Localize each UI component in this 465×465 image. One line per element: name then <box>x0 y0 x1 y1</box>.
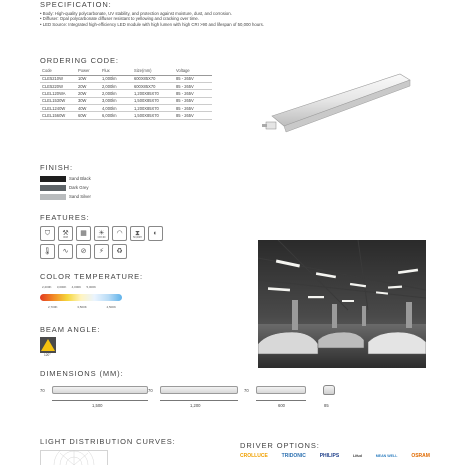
dimension-line <box>160 400 238 401</box>
table-cell: 1,500X85X70 <box>132 112 174 119</box>
driver-brand-row <box>240 453 430 459</box>
led-chip-icon <box>76 226 91 241</box>
color-temperature-scale <box>40 285 124 309</box>
feature-glyph: ⊘ <box>80 248 87 255</box>
swatch-dark-grey <box>40 185 66 191</box>
table-cell: 1,200X85X70 <box>132 105 174 112</box>
table-cell: 85 - 265V <box>174 90 212 97</box>
feature-glyph: ⚡ <box>99 248 104 255</box>
temperature-icon <box>40 244 55 259</box>
feature-glyph: ◠ <box>116 230 123 237</box>
length-label: 1,500 <box>92 403 103 408</box>
spec-body: • Body: High-quality polycarbonate, UV stability, and protection against moisture, dust, and corrosion. <box>40 11 232 16</box>
surge-icon <box>94 244 109 259</box>
specification-heading: SPECIFICATION: <box>40 0 112 9</box>
feature-caption: IK08 <box>63 237 68 239</box>
spec-led-source: • LED Source: Integrated high-efficiency LED module with high lumen with high CRI >90 and lifespan of 50,000 hours. <box>40 21 264 27</box>
ordering-heading: ORDERING CODE: <box>40 56 119 65</box>
feature-glyph: 🌡 <box>43 248 52 255</box>
fixture-side-1500 <box>52 386 148 394</box>
driver-brand-logo: Lifud <box>353 454 362 458</box>
finish-heading: FINISH: <box>40 163 73 172</box>
dimension-view-1500 <box>40 386 150 414</box>
color-temperature-heading: COLOR TEMPERATURE: <box>40 272 144 281</box>
driver-brand-logo: MEAN WELL <box>375 454 398 458</box>
table-cell: 85 - 265V <box>174 105 212 112</box>
col-flux: Flux <box>100 67 132 75</box>
eco-icon <box>112 244 127 259</box>
feature-glyph: ⛉ <box>44 230 51 237</box>
cct-gradient-bar <box>40 294 122 301</box>
table-row <box>40 82 212 89</box>
cct-tick-2200: 2,200K <box>42 285 52 289</box>
table-cell: 30W <box>76 97 100 104</box>
table-cell: CLEL120WA <box>40 90 76 97</box>
table-cell: 1,000lm <box>100 75 132 82</box>
table-cell: CLE5210W <box>40 75 76 82</box>
feature-glyph: ♻ <box>116 248 123 255</box>
table-cell: 10W <box>76 75 100 82</box>
feature-caption: 50,000H <box>133 237 142 239</box>
fixture-side-600 <box>256 386 306 394</box>
feature-glyph: ⧗ <box>135 230 140 237</box>
features-heading: FEATURES: <box>40 213 90 222</box>
dimension-line <box>52 400 148 401</box>
cct-top-ticks <box>40 285 98 289</box>
table-cell: 600X85X70 <box>132 75 174 82</box>
length-label: 1,200 <box>190 403 201 408</box>
table-cell: 600X85X70 <box>132 82 174 89</box>
driver-brand-logo: CROLLUCE <box>240 453 268 459</box>
col-size: Size(mm) <box>132 67 174 75</box>
finish-label: Sand Black <box>69 176 91 181</box>
table-cell: 40W <box>76 105 100 112</box>
table-row <box>40 97 212 104</box>
feature-glyph: ⚒ <box>62 230 69 237</box>
table-cell: 20W <box>76 82 100 89</box>
feature-glyph: ☀ <box>98 230 105 237</box>
table-cell: 1,200X85X70 <box>132 90 174 97</box>
cct-tick-5000: 5,000K <box>86 285 96 289</box>
cri-icon <box>94 226 109 241</box>
table-row <box>40 105 212 112</box>
feature-caption: CRI>90 <box>97 237 106 239</box>
end-view <box>322 385 336 413</box>
cct-tick-4500: 4,500K <box>106 305 116 309</box>
ordering-table <box>40 67 212 120</box>
driver-brand-logo: OSRAM <box>411 453 430 459</box>
finish-sand-black <box>40 174 91 183</box>
col-power: Power <box>76 67 100 75</box>
table-cell: 20W <box>76 90 100 97</box>
finish-label: Dark Grey <box>69 185 89 190</box>
cct-tick-2700: 2,700K <box>48 305 58 309</box>
finish-dark-grey <box>40 183 91 192</box>
ik-rating-icon <box>58 226 73 241</box>
dimension-view-600 <box>244 386 310 414</box>
finish-list <box>40 174 91 201</box>
table-cell: 2,000lm <box>100 82 132 89</box>
length-label: 600 <box>278 403 285 408</box>
lifespan-icon <box>130 226 145 241</box>
features-grid <box>40 226 180 259</box>
table-cell: CLEL1560W <box>40 112 76 119</box>
height-label: 70 <box>148 388 153 393</box>
light-distribution-heading: LIGHT DISTRIBUTION CURVES: <box>40 437 176 446</box>
ip65-icon <box>40 226 55 241</box>
driver-brand-logo: TRIDONIC <box>281 453 306 459</box>
dimension-view-1200 <box>148 386 240 414</box>
dimmable-icon <box>148 226 163 241</box>
driver-options-heading: DRIVER OPTIONS: <box>240 441 320 450</box>
table-cell: 85 - 265V <box>174 97 212 104</box>
no-uv-icon <box>76 244 91 259</box>
polar-curve-chart <box>40 450 108 465</box>
beam-angle-heading: BEAM ANGLE: <box>40 325 101 334</box>
table-cell: CLE5220W <box>40 82 76 89</box>
installation-photo <box>258 240 426 368</box>
table-row <box>40 75 212 82</box>
table-cell: 6,000lm <box>100 112 132 119</box>
swatch-sand-silver <box>40 194 66 200</box>
col-code: Code <box>40 67 76 75</box>
specification-list <box>40 11 264 27</box>
fixture-side-1200 <box>160 386 238 394</box>
dimension-line <box>256 400 306 401</box>
no-flicker-icon <box>58 244 73 259</box>
fixture-end <box>323 385 335 395</box>
table-cell: CLEL1530W <box>40 97 76 104</box>
table-cell: 2,000lm <box>100 90 132 97</box>
table-cell: 85 - 265V <box>174 75 212 82</box>
col-voltage: Voltage <box>174 67 212 75</box>
table-row <box>40 90 212 97</box>
driver-brand-logo: PHILIPS <box>319 453 340 459</box>
ordering-header-row <box>40 67 212 75</box>
table-cell: 60W <box>76 112 100 119</box>
product-fixture-image <box>262 64 422 142</box>
cct-tick-4000: 4,000K <box>71 285 82 289</box>
dimensions-heading: DIMENSIONS (MM): <box>40 369 124 378</box>
swatch-sand-black <box>40 176 66 182</box>
height-label: 70 <box>40 388 45 393</box>
table-cell: 4,000lm <box>100 105 132 112</box>
feature-glyph: ∿ <box>62 248 69 255</box>
feature-glyph: ◐ <box>153 230 158 237</box>
cct-bottom-ticks <box>40 305 124 309</box>
table-cell: 85 - 265V <box>174 82 212 89</box>
beam-angle-value: 120° <box>44 353 51 357</box>
table-row <box>40 112 212 119</box>
dome-light-icon <box>112 226 127 241</box>
height-label: 70 <box>244 388 249 393</box>
table-cell: CLEL1240W <box>40 105 76 112</box>
finish-sand-silver <box>40 192 91 201</box>
end-width-label: 85 <box>324 403 329 408</box>
cct-tick-3500: 3,500K <box>77 305 87 309</box>
spec-diffuser: • Diffuser: Opal polycarbonate diffuser resistant to yellowing and cracking over time. <box>40 16 199 22</box>
table-cell: 3,000lm <box>100 97 132 104</box>
cct-tick-3000: 3,000K <box>56 285 67 289</box>
table-cell: 1,500X85X70 <box>132 97 174 104</box>
feature-glyph: ▦ <box>80 230 87 237</box>
finish-label: Sand Silver <box>69 194 91 199</box>
table-cell: 85 - 265V <box>174 112 212 119</box>
